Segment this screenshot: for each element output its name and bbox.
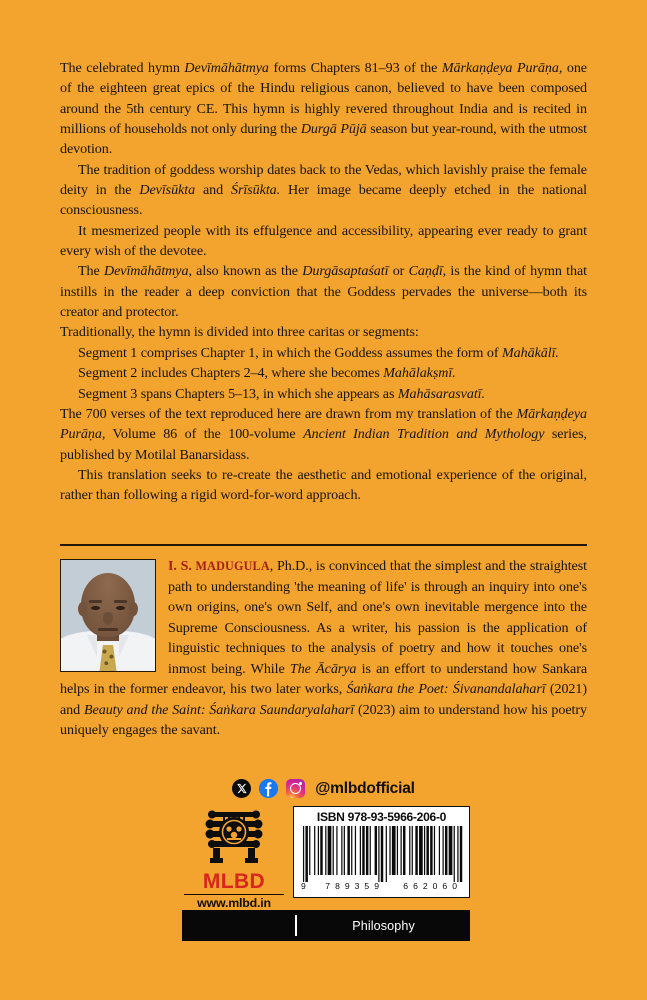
text-run: Traditionally, the hymn is divided into three caritas or segments: <box>60 324 419 341</box>
nose-shape <box>103 612 113 625</box>
text-run: season but year-round, with the utmost devotion. <box>60 121 587 158</box>
x-twitter-icon[interactable] <box>232 779 251 798</box>
publisher-website[interactable]: www.mlbd.in <box>184 894 284 910</box>
italic-title: Devīmāhātmya, <box>103 263 192 280</box>
blurb-paragraph <box>60 58 587 160</box>
author-surname: MADUGULA <box>195 559 270 573</box>
barcode-digit-left: 9 <box>301 881 306 891</box>
collar-right-shape <box>119 635 129 657</box>
italic-title: Ancient Indian Tradition and Mythology <box>303 426 545 443</box>
italic-title: Śrīsūkta. <box>231 182 281 199</box>
italic-title: Durgā Pūjā <box>300 121 367 138</box>
facebook-icon[interactable] <box>259 779 278 798</box>
brow-right-shape <box>114 600 127 603</box>
instagram-icon[interactable] <box>286 779 305 798</box>
section-divider <box>60 544 587 546</box>
barcode-digit-mid: 789359 <box>325 881 384 891</box>
blurb-text <box>60 58 587 506</box>
italic-title: Caṇḍī, <box>408 263 447 280</box>
text-run: The celebrated hymn <box>60 60 185 76</box>
blurb-paragraph <box>60 384 587 404</box>
isbn-text: ISBN 978-93-5966-206-0 <box>316 810 447 824</box>
italic-title: Mahālakṣmī. <box>383 365 456 382</box>
barcode-panel <box>293 806 470 898</box>
brow-left-shape <box>89 600 102 603</box>
text-run: Segment 2 includes Chapters 2–4, where she becomes <box>78 365 384 382</box>
blurb-paragraph <box>60 322 587 342</box>
text-run: one of the eighteen great epics of the Hindu religious canon, believed to have been composed around the 5th century CE. This hymn is highly revered throughout India and is recited in millions of households not only during the <box>60 60 587 138</box>
author-photo <box>60 559 156 672</box>
text-run: It mesmerized people with its effulgence and accessibility, appearing ever ready to grant every wish of the devotee. <box>60 222 587 260</box>
mouth-shape <box>98 628 118 631</box>
publisher-logo <box>182 806 286 910</box>
text-run: Her image became deeply etched in the national consciousness. <box>60 182 587 219</box>
text-run: (2021) and <box>60 681 588 718</box>
mlbd-emblem-icon <box>199 808 269 865</box>
text-run: The tradition of goddess worship dates back to the Vedas, which lavishly praise the female deity in the <box>60 161 587 199</box>
ear-right-shape <box>129 602 138 616</box>
italic-title: Mārkaṇḍeya Purāṇa, <box>60 405 587 443</box>
blurb-paragraph <box>60 261 587 322</box>
publisher-name: MLBD <box>202 870 266 893</box>
text-run: (2023) aim to understand how his poetry uniquely engages the savant. <box>60 701 588 738</box>
publisher-barcode-block <box>182 806 470 941</box>
social-media-row <box>0 779 647 798</box>
text-run: The <box>78 263 104 280</box>
category-bar <box>182 910 470 941</box>
text-run: series, published by Motilal Banarsidass. <box>60 426 587 463</box>
italic-title: Mahāsarasvatī. <box>397 385 485 402</box>
blurb-paragraph <box>60 465 587 506</box>
blurb-paragraph <box>60 363 587 383</box>
social-handle[interactable]: @mlbdofficial <box>315 779 415 797</box>
author-name: I. S. MADUGULA <box>168 558 270 574</box>
text-run: and <box>195 182 231 199</box>
blurb-paragraph <box>60 160 587 221</box>
text-run: is the kind of hymn that instills in the reader a deep conviction that the Goddess pervades the universe—both its creator and protector. <box>60 263 587 321</box>
italic-title: Beauty and the Saint: Śaṅkara Saundaryalaharī <box>84 701 355 718</box>
blurb-paragraph <box>60 343 587 363</box>
text-run: This translation seeks to re-create the aesthetic and emotional experience of the original, rather than following a rigid word-for-word approach. <box>60 466 587 504</box>
italic-title: Durgāsaptaśatī <box>302 263 389 280</box>
eye-right-shape <box>116 606 125 610</box>
text-run: Segment 3 spans Chapters 5–13, in which she appears as <box>78 385 398 402</box>
text-run: or <box>388 263 409 280</box>
category-label: Philosophy <box>352 918 415 933</box>
text-run: The 700 verses of the text reproduced here are drawn from my translation of the <box>60 405 517 422</box>
author-bio <box>60 556 587 741</box>
collar-left-shape <box>87 635 97 657</box>
italic-title: Devīsūkta <box>139 182 196 199</box>
italic-title: Devīmāhātmya <box>184 60 269 76</box>
text-run: forms Chapters 81–93 of the <box>268 60 442 76</box>
eye-left-shape <box>91 606 100 610</box>
italic-title: The Ācārya <box>289 660 357 677</box>
italic-title: Śaṅkara the Poet: Śivanandalaharī <box>346 681 546 697</box>
ear-left-shape <box>78 602 87 616</box>
text-run: also known as the <box>191 263 303 280</box>
text-run: , Ph.D., is convinced that the simplest and the straightest path to understanding 'the meaning of life' is through an inquiry into one's own origins, one's own Self, and one's own inevitable mergence into the Supreme Consciousness. As a writer, his passion is the application of linguistic techniques to the analysis of poetry and how it touches one's inmost being. While <box>168 558 587 677</box>
barcode-digit-right: 662060 <box>403 881 462 891</box>
text-run: is an effort to understand how Sankara helps in the former endeavor, his two later works, <box>60 660 587 697</box>
barcode-digits <box>300 881 463 891</box>
italic-title: Mārkaṇḍeya Purāṇa, <box>441 60 563 76</box>
blurb-paragraph <box>60 221 587 262</box>
text-run: Volume 86 of the 100-volume <box>105 426 304 443</box>
blurb-paragraph <box>60 404 587 465</box>
barcode-bars <box>300 826 463 882</box>
italic-title: Mahākālī. <box>501 344 559 361</box>
text-run: Segment 1 comprises Chapter 1, in which the Goddess assumes the form of <box>78 344 502 361</box>
